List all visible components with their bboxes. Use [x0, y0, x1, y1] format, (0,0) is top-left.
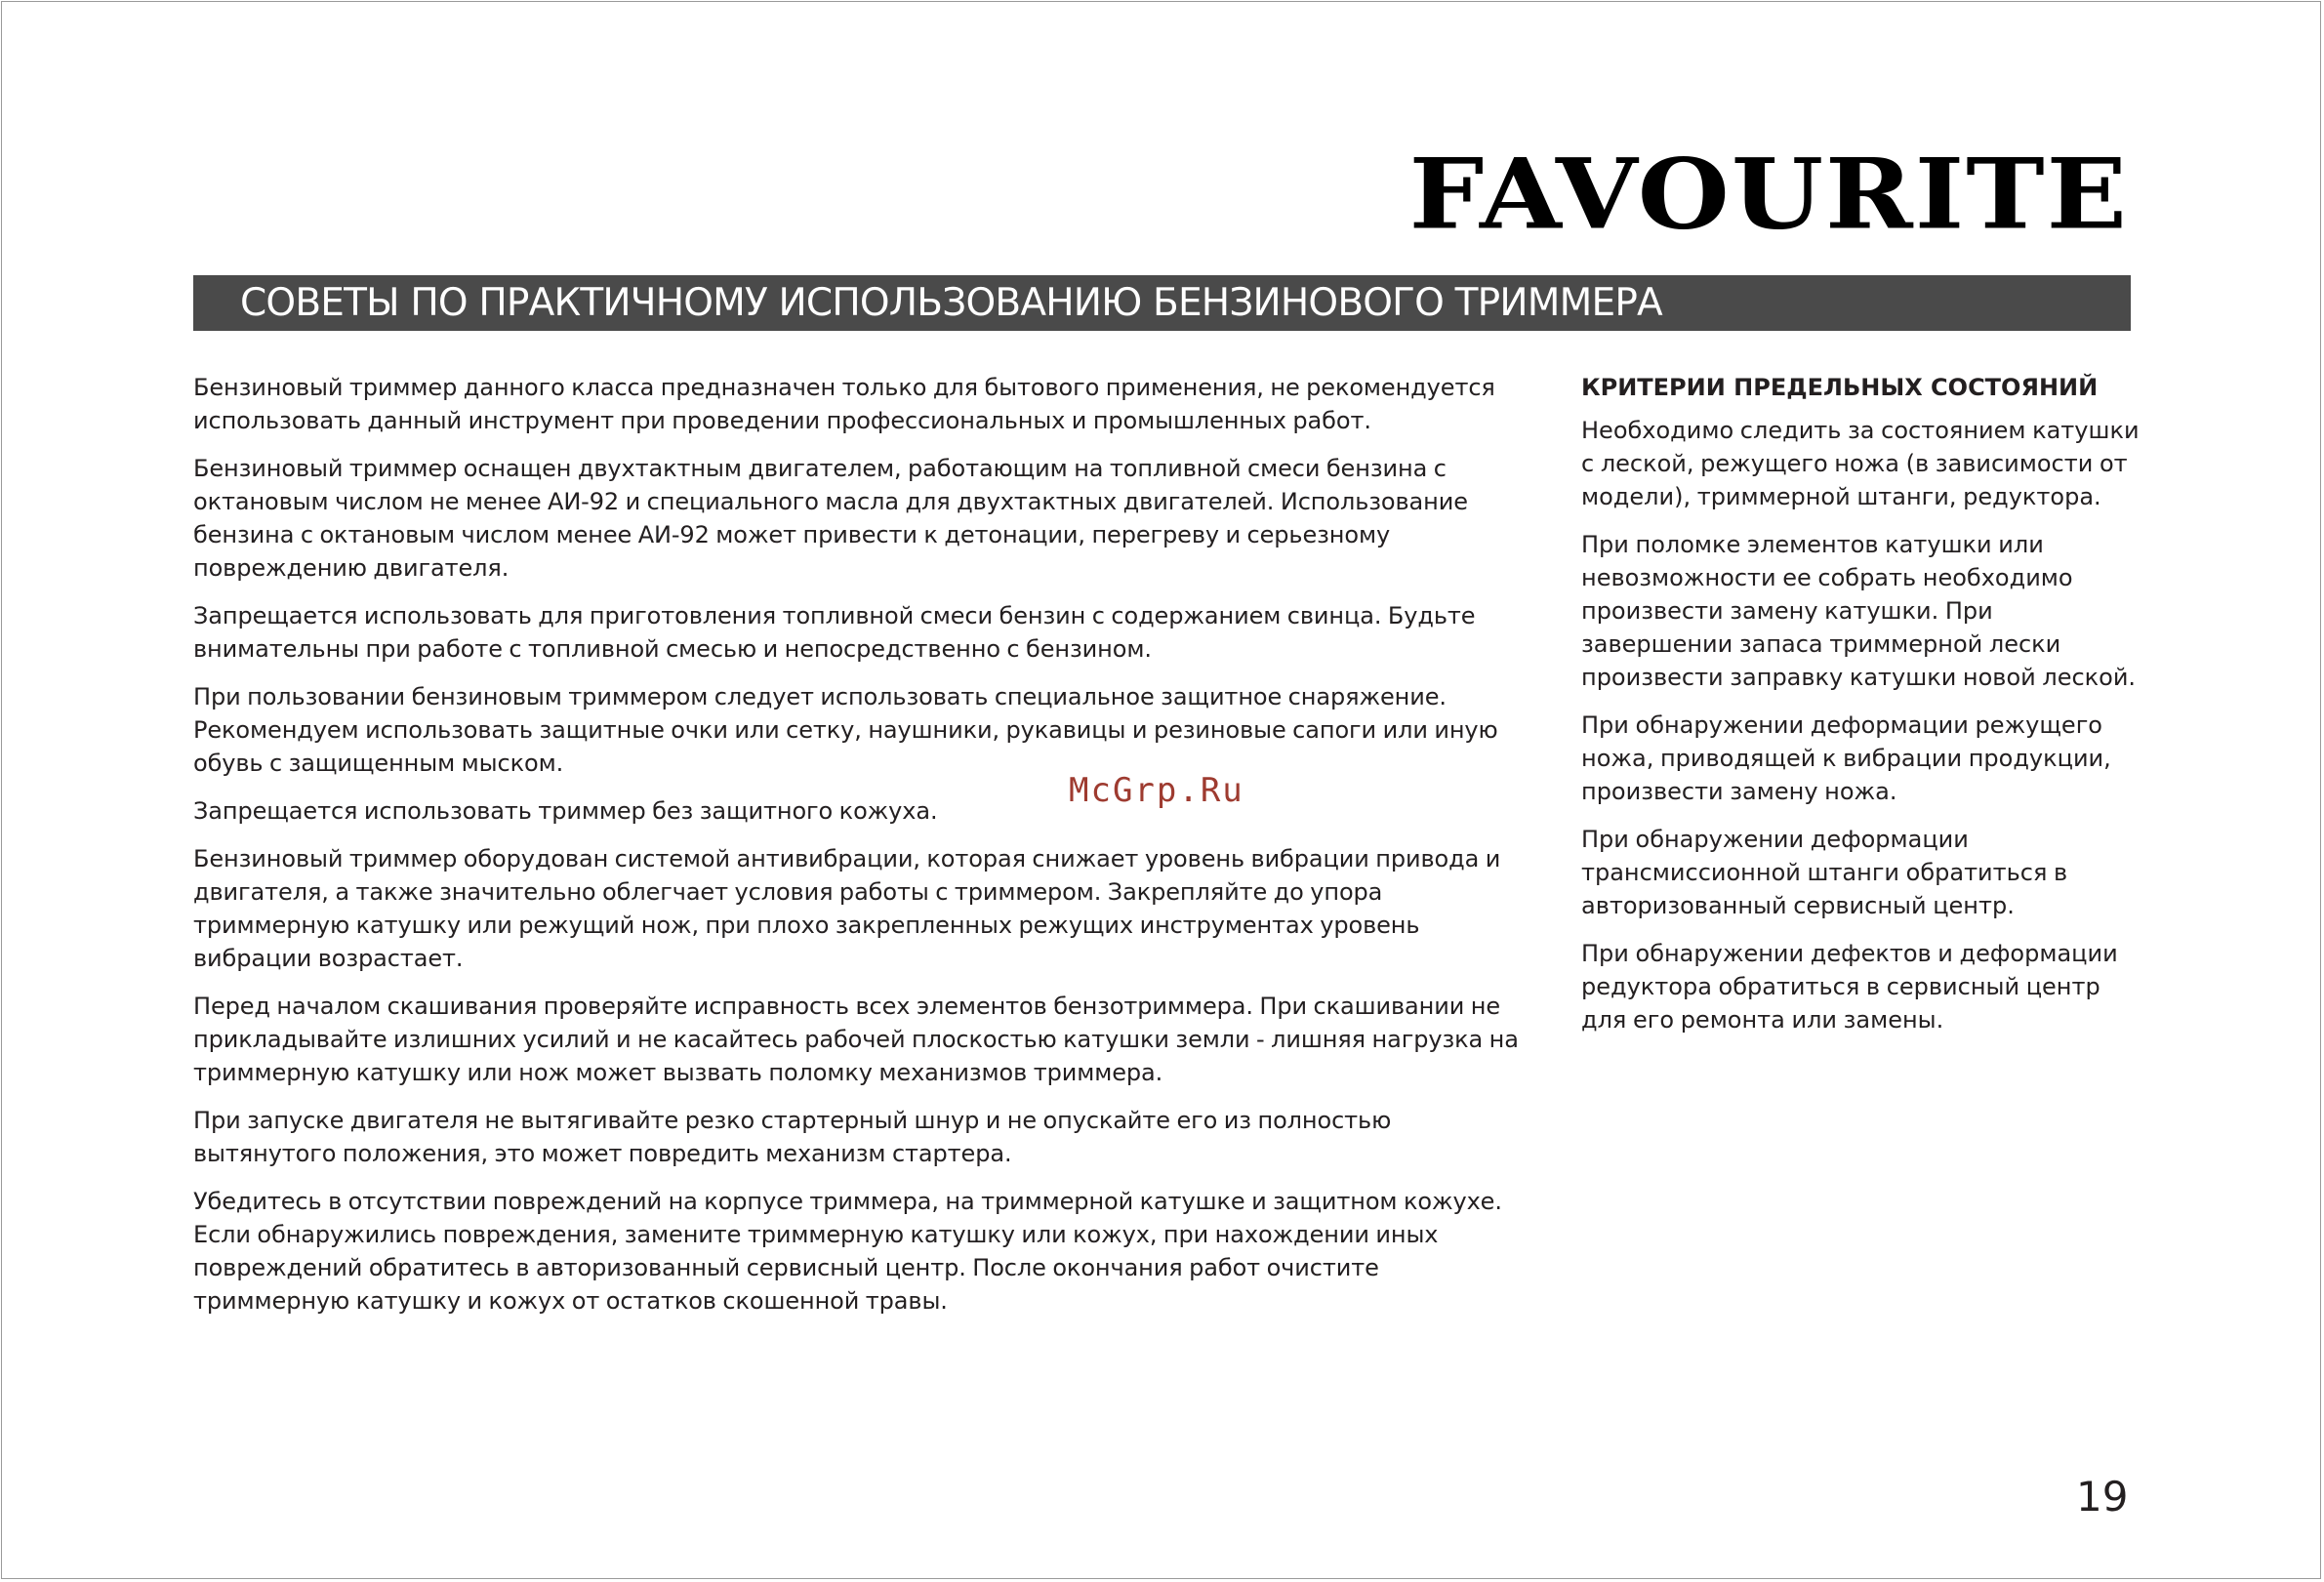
sidebar-paragraph: При обнаружении деформации режущего ножа, приводящей к вибрации продукции, произвести замену ножа.	[1581, 711, 2111, 805]
brand-logo: FAVOURITE	[1408, 138, 2129, 252]
main-paragraph: Убедитесь в отсутствии повреждений на корпусе триммера, на триммерной катушке и защитном кожухе. Если обнаружились повреждения, замените триммерную катушку или кожух, при нахождении иных повреждений обратитесь в авторизованный сервисный центр. После окончания работ очистите триммерную катушку и кожух от остатков скошенной травы.	[193, 1188, 1502, 1315]
main-paragraph: При запуске двигателя не вытягивайте резко стартерный шнур и не опускайте его из полностью вытянутого положения, это может повредить механизм стартера.	[193, 1107, 1392, 1167]
section-title: СОВЕТЫ ПО ПРАКТИЧНОМУ ИСПОЛЬЗОВАНИЮ БЕНЗИНОВОГО ТРИММЕРА	[240, 281, 1662, 325]
main-paragraph: Бензиновый триммер данного класса предназначен только для бытового применения, не рекомендуется использовать данный инструмент при проведении профессиональных и промышленных работ.	[193, 374, 1495, 434]
sidebar-paragraph: При обнаружении деформации трансмиссионной штанги обратиться в авторизованный сервисный центр.	[1581, 826, 2068, 919]
main-paragraph: Перед началом скашивания проверяйте исправность всех элементов бензотриммера. При скашивании не прикладывайте излишних усилий и не касайтесь рабочей плоскостью катушки земли - лишняя нагрузка на триммерную катушку или нож может вызвать поломку механизмов триммера.	[193, 993, 1519, 1086]
sidebar-paragraph: При поломке элементов катушки или невозможности ее собрать необходимо произвести замену катушки. При завершении запаса триммерной лески произвести заправку катушки новой леской.	[1581, 531, 2137, 691]
section-title-bar	[193, 275, 2131, 331]
main-paragraph: Бензиновый триммер оборудован системой антивибрации, которая снижает уровень вибрации привода и двигателя, а также значительно облегчает условия работы с триммером. Закрепляйте до упора триммерную катушку или режущий нож, при плохо закрепленных режущих инструментах уровень вибрации возрастает.	[193, 845, 1501, 972]
sidebar-heading: КРИТЕРИИ ПРЕДЕЛЬНЫХ СОСТОЯНИЙ	[1581, 374, 2099, 401]
main-text-column	[193, 371, 1521, 1332]
main-paragraph: Запрещается использовать для приготовления топливной смеси бензин с содержанием свинца. Будьте внимательны при работе с топливной смесью и непосредственно с бензином.	[193, 602, 1476, 663]
page-number: 19	[2076, 1473, 2129, 1521]
watermark: McGrp.Ru	[1069, 771, 1244, 810]
sidebar-paragraph: При обнаружении дефектов и деформации редуктора обратиться в сервисный центр для его ремонта или замены.	[1581, 940, 2118, 1034]
main-paragraph: При пользовании бензиновым триммером следует использовать специальное защитное снаряжение. Рекомендуем использовать защитные очки или сетку, наушники, рукавицы и резиновые сапоги или иную обувь с защищенным мыском.	[193, 683, 1498, 777]
main-paragraph: Бензиновый триммер оснащен двухтактным двигателем, работающим на топливной смеси бензина с октановым числом не менее АИ-92 и специального масла для двухтактных двигателей. Использование бензина с октановым числом менее АИ-92 может привести к детонации, перегреву и серьезному повреждению двигателя.	[193, 455, 1468, 582]
limit-states-sidebar	[1581, 371, 2142, 1051]
main-paragraph: Запрещается использовать триммер без защитного кожуха.	[193, 797, 938, 825]
sidebar-paragraph: Необходимо следить за состоянием катушки с леской, режущего ножа (в зависимости от модели), триммерной штанги, редуктора.	[1581, 417, 2140, 510]
